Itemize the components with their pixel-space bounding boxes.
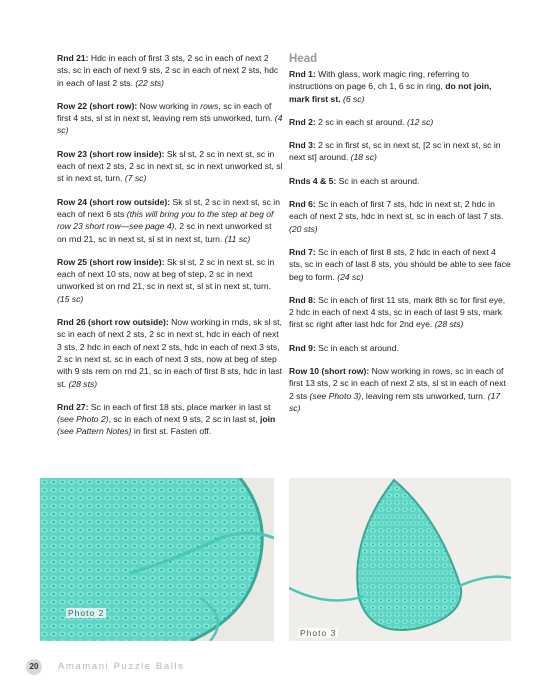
section-heading: Head [289, 53, 318, 65]
row-23: Row 23 (short row inside): Sk sl st, 2 sc in next st, sc in each of next 2 sts, 2 sc in next st, sc in next unworked st, sl st in next st, turn. (7 sc) [57, 148, 283, 184]
photo-3 [289, 478, 511, 641]
photo-2-caption: Photo 2 [68, 608, 105, 618]
head-rnd-1: Rnd 1: With glass, work magic ring, referring to instructions on page 6, ch 1, 6 sc in ring, do not join, mark first st. (6 sc) [289, 69, 492, 104]
head-rnd-9: Rnd 9: Sc in each st around. [289, 342, 399, 353]
head-rnd-2: Rnd 2: 2 sc in each st around. (12 sc) [289, 116, 434, 127]
rnd-26: Rnd 26 (short row outside): Now working in rnds, sk sl st, sc in each of next 2 sts, 2 sc in next st, hdc in each of next 3 sts, 2 hdc in each of next 2 sts, hdc in each of next 3 sts, 2 sc in next st, sc in each of next 3 sts, now at beg of step with 9 sts rem on rnd 21, sc in each of first 8 sts, hdc in last st. (28 sts) [57, 317, 282, 389]
head-rnd-6: Rnd 6: Sc in each of first 7 sts, hdc in next st, 2 hdc in each of next 2 sts, hdc in next st, sc in each of last 7 sts. (20 sts) [289, 199, 504, 234]
right-column [289, 52, 511, 425]
head-rnd-8: Rnd 8: Sc in each of first 11 sts, mark 8th sc for first eye, 2 hdc in each of next 4 sts, sc in each of last 9 sts, mark first sc right after last hdc for 2nd eye. (28 sts) [289, 294, 506, 330]
book-title: Amamani Puzzle Balls [58, 661, 185, 672]
crochet-head-illustration [289, 478, 511, 641]
rnd-21: Rnd 21: Hdc in each of first 3 sts, 2 sc in each of next 2 sts, sc in each of next 9 sts, 2 sc in each of next 2 sts, hdc in each of last 2 sts. (22 sts) [57, 53, 279, 88]
head-rnds-4-5: Rnds 4 & 5: Sc in each st around. [289, 175, 420, 186]
row-25: Row 25 (short row inside): Sk sl st, 2 sc in next st, sc in each of next 10 sts, now at beg of step, 2 sc in next unworked st on rnd 21, sc in next st, sl st in next st, turn. (15 sc) [57, 256, 275, 304]
left-column [57, 52, 283, 449]
row-22: Row 22 (short row): Now working in rows, sc in each of first 4 sts, sl st in next st, leaving rem sts unworked, turn. (4 sc) [57, 100, 283, 136]
rnd-27: Rnd 27: Sc in each of first 18 sts, place marker in last st (see Photo 2), sc in each of next 9 sts, 2 sc in last st, join (see Pattern Notes) in first st. Fasten off. [57, 401, 276, 437]
page-number: 20 [26, 659, 42, 675]
row-24: Row 24 (short row outside): Sk sl st, 2 sc in next st, sc in each of next 6 sts (this will bring you to the step at beg of row 23 short row—see page 4), 2 sc in next unworked st on rnd 21, sc in next st, sl st in next st, turn. (11 sc) [57, 196, 280, 244]
page-footer [0, 659, 547, 675]
photo-3-caption: Photo 3 [300, 628, 337, 638]
head-row-10: Row 10 (short row): Now working in rows, sc in each of first 13 sts, 2 sc in each of next 2 sts, sl st in each of next 2 sts (see Photo 3), leaving rem sts unworked, turn. (17 sc) [289, 366, 506, 413]
head-rnd-3: Rnd 3: 2 sc in first st, sc in next st, [2 sc in next st, sc in next st] around. (18 sc) [289, 140, 501, 163]
head-rnd-7: Rnd 7: Sc in each of first 8 sts, 2 hdc in each of next 4 sts, sc in each of last 8 sts, you should be able to see face beg to form. (24 sc) [289, 246, 511, 282]
